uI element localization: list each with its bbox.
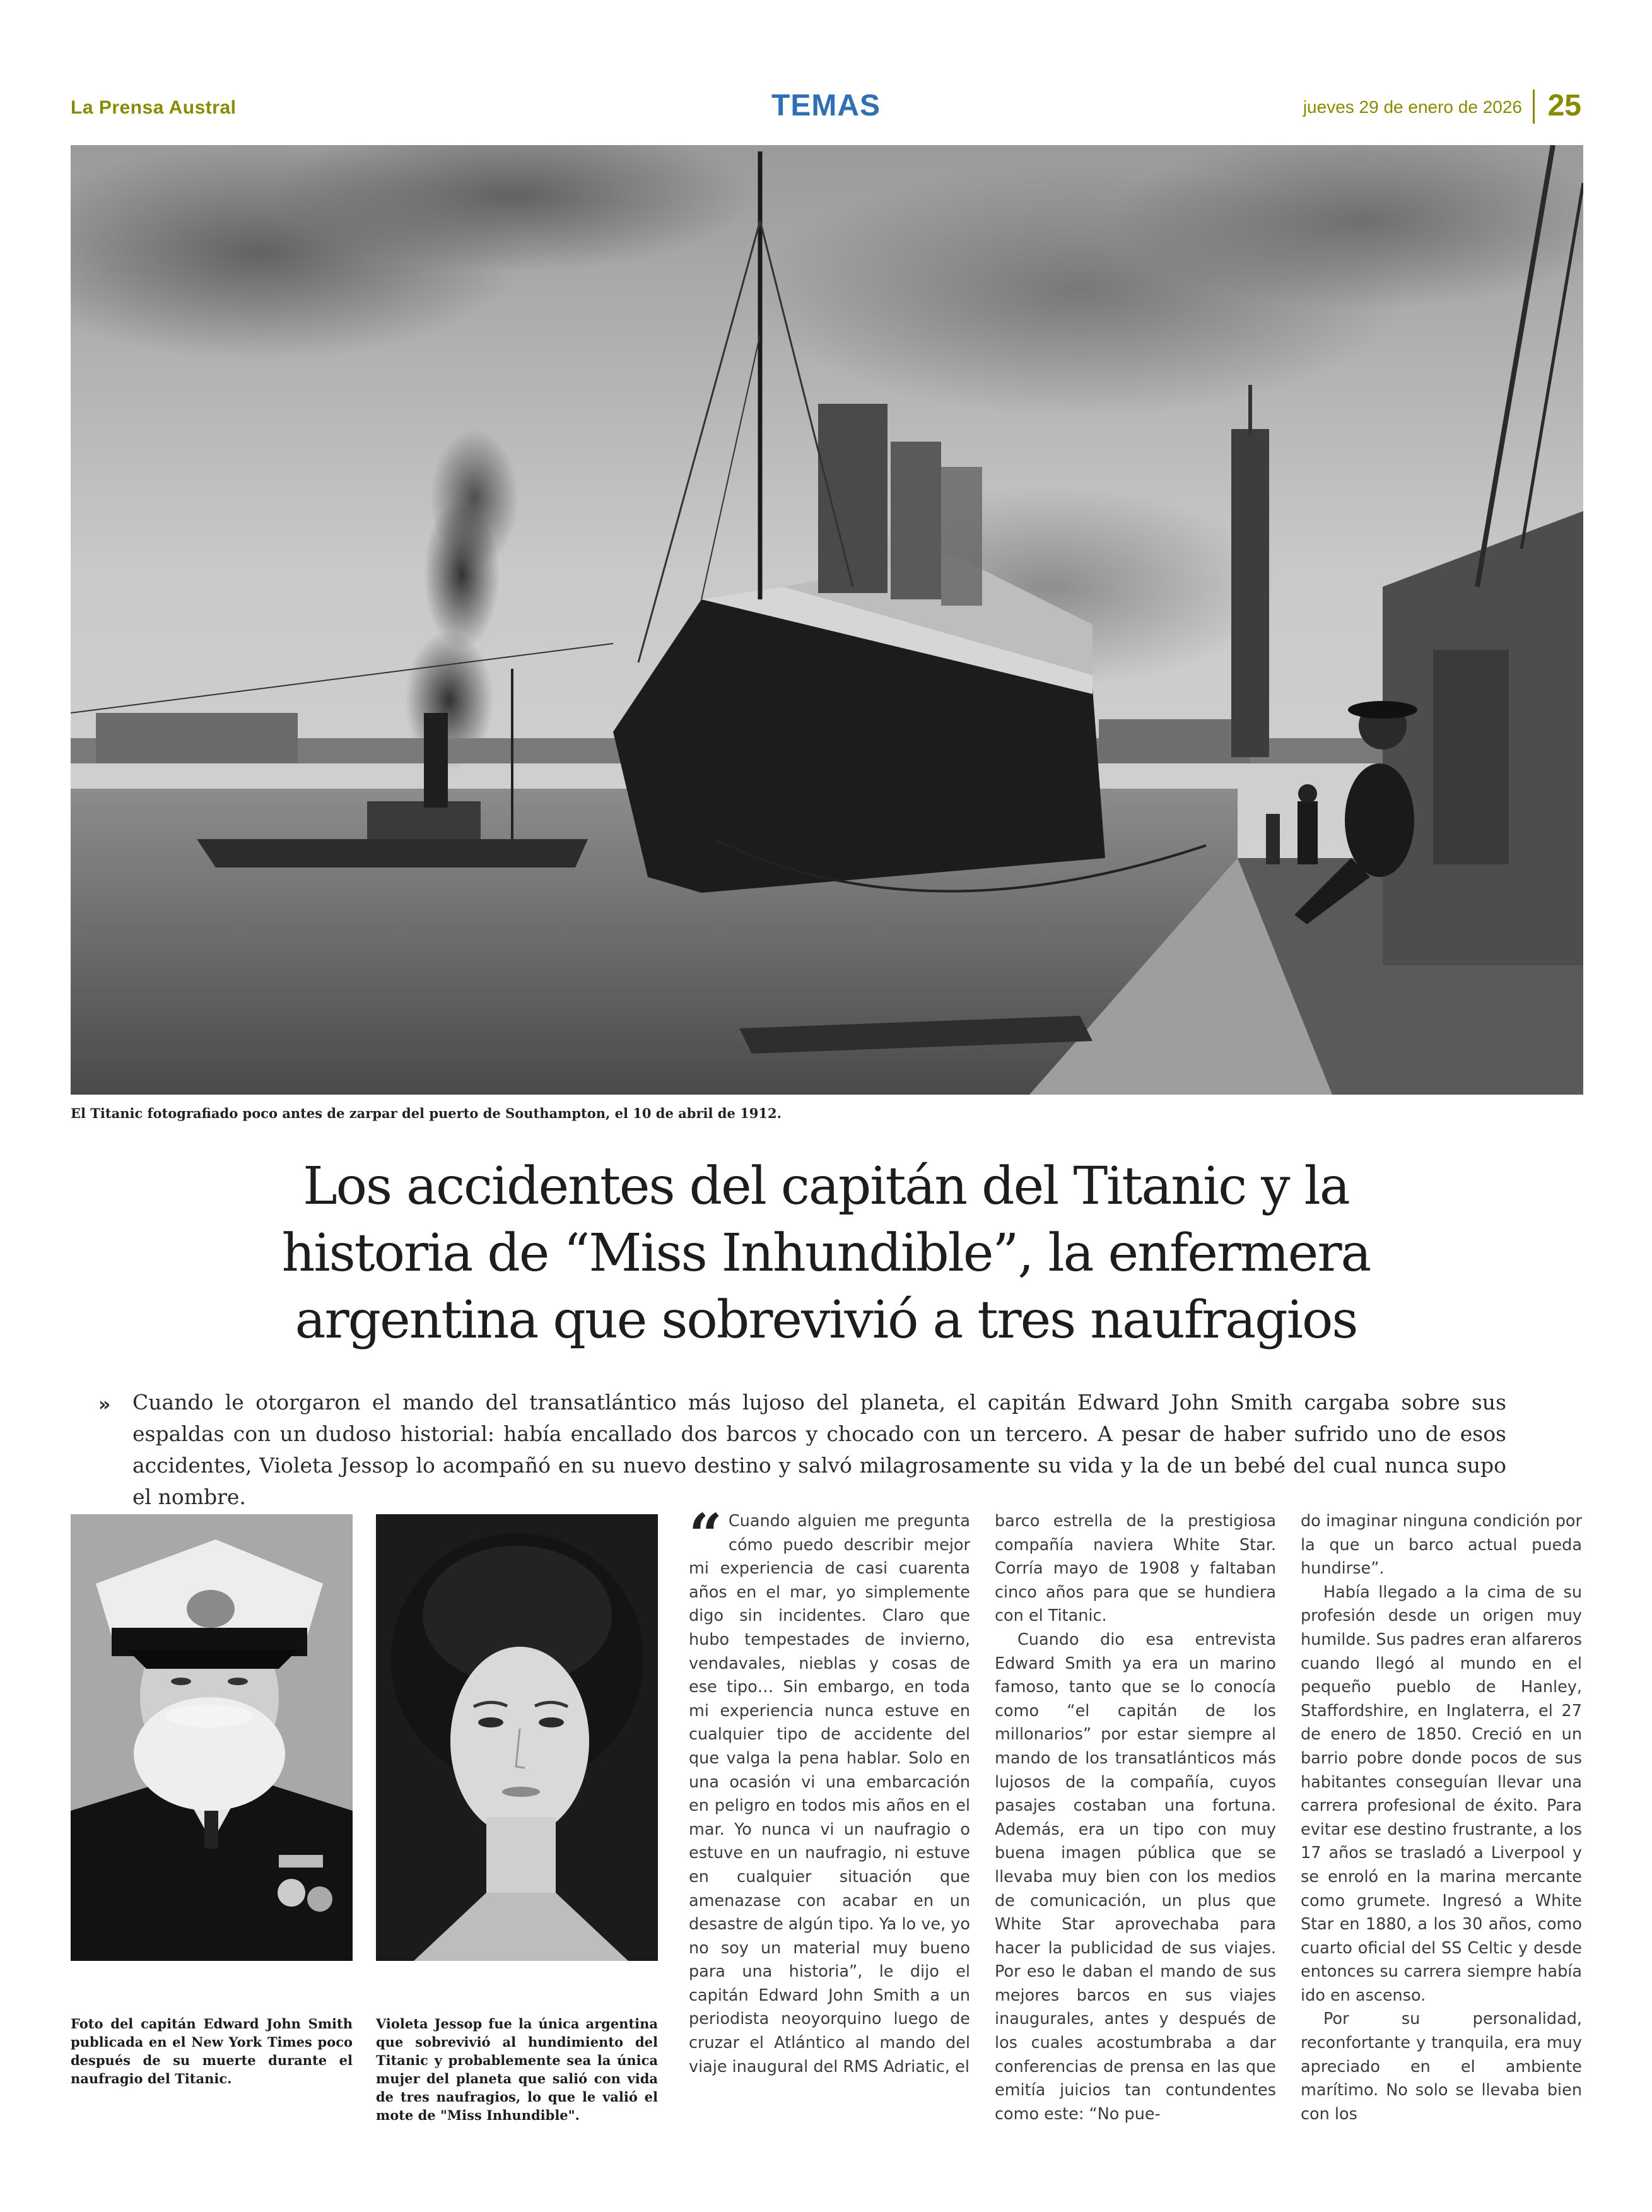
titanic-photo — [71, 145, 1583, 1095]
headline-line-2: historia de “Miss Inhundible”, la enfermera — [281, 1223, 1371, 1283]
main-photo-caption: El Titanic fotografiado poco antes de zarpar del puerto de Southampton, el 10 de abril de 1912. — [71, 1105, 782, 1121]
newspaper-brand: La Prensa Austral — [71, 97, 237, 118]
quote-mark: “ — [689, 1501, 722, 1569]
body-column-2 — [995, 1510, 1276, 2126]
captain-smith-photo — [71, 1514, 353, 1961]
body-paragraph: Cuando dio esa entrevista Edward Smith ya era un marino famoso, tanto que se lo conocía como “el capitán de los millonarios” por estar siempre al mando de los transatlánticos más lujosos de la compañía, cuyos pasajes costaban una fortuna. Además, era un tipo con muy buena imagen pública que se llevaba muy bien con los medios de comunicación, un plus que White Star aprovechaba para hacer la publicidad de sus viajes. Por eso le daban el mando de sus mejores barcos en sus viajes inaugurales, antes y después de los cuales acostumbraba a dar conferencias de prensa en las que emitía juicios tan contundentes como este: “No pue- — [995, 1630, 1276, 2124]
section-title: TEMAS — [771, 89, 881, 122]
body-paragraph: Por su personalidad, reconfortante y tranquila, era muy apreciado en el ambiente marítimo. No solo se llevaba bien con los — [1301, 2009, 1582, 2124]
headline-line-1: Los accidentes del capitán del Titanic y la — [303, 1156, 1349, 1216]
body-column-3 — [1301, 1510, 1582, 2126]
titanic-illustration — [71, 145, 1583, 1095]
body-paragraph: do imaginar ninguna condición por la que un barco actual pueda hundirse”. — [1301, 1512, 1582, 1579]
double-chevron-icon: » — [98, 1394, 111, 1416]
body-column-1 — [689, 1501, 971, 2079]
page-header — [71, 88, 1581, 129]
captain-photo-caption: Foto del capitán Edward John Smith publicada en el New York Times poco después de su muerte durante el naufragio del Titanic. — [71, 2016, 353, 2086]
violeta-jessop-photo — [376, 1514, 658, 1961]
violeta-photo-caption: Violeta Jessop fue la única argentina que sobrevivió al hundimiento del Titanic y probablemente sea la única mujer del planeta que salió con vida de tres naufragios, lo que le valió el mote de "Miss Inhundible". — [376, 2016, 658, 2123]
violeta-portrait — [376, 1514, 658, 1961]
lead-text: Cuando le otorgaron el mando del transatlántico más lujoso del planeta, el capitán Edward John Smith cargaba sobre sus espaldas con un dudoso historial: había encallado dos barcos y chocado con un tercero. A pesar de haber sufrido uno de esos accidentes, Violeta Jessop lo acompañó en su nuevo destino y salvó milagrosamente su vida y la de un bebé del cual nunca supo el nombre. — [132, 1390, 1506, 1509]
body-paragraph: Había llegado a la cima de su profesión desde un origen muy humilde. Sus padres eran alfareros cuando llegó al mundo en el pequeño pueblo de Hanley, Staffordshire, en Inglaterra, el 27 de enero de 1850. Creció en un barrio pobre donde pocos de sus habitantes conseguían llevar una carrera profesional de éxito. Para evitar ese destino frustrante, a los 17 años se trasladó a Liverpool y se enroló en la marina mercante como grumete. Ingresó a White Star en 1880, a los 30 años, como cuarto oficial del SS Celtic y desde entonces su carrera siempre había ido en ascenso. — [1301, 1582, 1582, 2005]
body-paragraph: barco estrella de la prestigiosa compañía naviera White Star. Corría mayo de 1908 y faltaban cinco años para que se hundiera con el Titanic. — [995, 1512, 1276, 1626]
page-number: 25 — [1547, 89, 1581, 122]
issue-date: jueves 29 de enero de 2026 — [1303, 97, 1522, 117]
page-divider — [1533, 90, 1535, 124]
headline-line-3: argentina que sobrevivió a tres naufragios — [295, 1290, 1357, 1350]
body-paragraph: Cuando alguien me pregunta cómo puedo describir mejor mi experiencia de casi cuarenta años en el mar, yo simplemente digo sin incidentes. Claro que hubo tempestades de invierno, vendavales, nieblas y cosas de ese tipo… Sin embargo, en toda mi experiencia nunca estuve en cualquier tipo de accidente del que valga la pena hablar. Solo en una ocasión vi una embarcación en peligro en todos mis años en el mar. Yo nunca vi un naufragio o estuve en un naufragio, ni estuve en cualquier situación que amenazase con acabar en un desastre de algún tipo. Ya lo ve, yo no soy un material muy bueno para una historia”, le dijo el capitán Edward John Smith a un periodista neoyorquino luego de cruzar el Atlántico al mando del viaje inaugural del RMS Adriatic, el — [689, 1512, 971, 2076]
headline — [126, 1153, 1526, 1354]
captain-portrait — [71, 1514, 353, 1961]
lead-paragraph — [100, 1387, 1506, 1513]
